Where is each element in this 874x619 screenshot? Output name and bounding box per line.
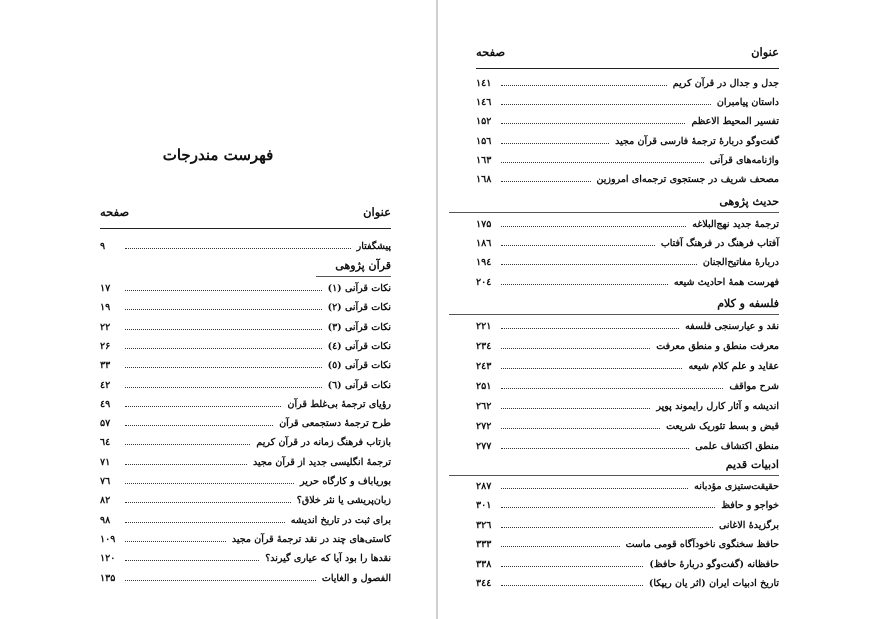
entry-page: ۵۷: [100, 418, 111, 430]
entry-title: رؤیای ترجمهٔ بی‌غلط قرآن: [287, 398, 391, 410]
entry-title: ترجمهٔ جدید نهج‌البلاغه: [692, 219, 779, 230]
dot-leader: [501, 264, 697, 265]
toc-entry: [476, 316, 779, 332]
dot-leader: [501, 368, 682, 369]
toc-entry: [100, 490, 391, 506]
dot-leader: [501, 328, 679, 329]
entry-page: ٦٤: [100, 437, 111, 449]
toc-entry: [100, 548, 391, 564]
toc-entry: [100, 394, 391, 410]
section-underline: [449, 314, 779, 315]
entry-title: طرح ترجمهٔ دستجمعی قرآن: [279, 418, 391, 430]
toc-entry: [476, 214, 779, 230]
toc-entry: [476, 73, 779, 89]
dot-leader: [501, 245, 655, 246]
dot-leader: [501, 566, 643, 567]
dot-leader: [125, 406, 281, 407]
toc-entry: [100, 278, 391, 294]
entry-title: حافظ سخنگوی ناخودآگاه قومی ماست: [625, 539, 779, 551]
dot-leader: [501, 488, 688, 489]
toc-entry: [476, 436, 779, 452]
toc-entry: [476, 515, 779, 531]
entry-page: ۲۰٤: [476, 276, 492, 288]
toc-entry: [476, 495, 779, 511]
entry-title: نکات قرآنی (٥): [327, 360, 391, 372]
entry-page: ۱۷: [100, 283, 111, 294]
dot-leader: [501, 85, 667, 86]
column-header-page: صفحه: [100, 205, 130, 219]
entry-page: ۷۱: [100, 456, 111, 468]
dot-leader: [501, 348, 650, 349]
toc-entry: [476, 336, 779, 352]
dot-leader: [501, 123, 685, 124]
entry-page: ۳۰۱: [476, 500, 492, 512]
section-heading-hadith: حدیث پژوهی: [719, 195, 779, 208]
header-divider: [100, 228, 391, 229]
entry-page: ۲۳٤: [476, 341, 492, 352]
entry-title: برگزیدهٔ الاغانی: [718, 519, 779, 531]
entry-title: واژنامه‌های قرآنی: [709, 154, 779, 166]
toc-entry: [100, 452, 391, 468]
entry-page: ۲۲۱: [476, 321, 492, 332]
toc-entry-intro: [100, 236, 391, 252]
dot-leader: [501, 226, 686, 227]
dot-leader: [125, 464, 247, 465]
dot-leader: [125, 348, 322, 349]
entry-page: ۱۲۰: [100, 553, 116, 565]
entry-title: کاستی‌های چند در نقد ترجمهٔ قرآن مجید: [231, 533, 391, 545]
toc-entry: [476, 252, 779, 268]
column-header-title: عنوان: [751, 45, 779, 59]
entry-title: منطق اکتشاف علمی: [695, 441, 779, 452]
toc-entry: [476, 416, 779, 432]
toc-entry: [100, 317, 391, 333]
entry-page: ۲۶: [100, 340, 111, 352]
entry-title: فهرست همهٔ احادیث شیعه: [673, 276, 779, 288]
entry-page: ۱٦۳: [476, 154, 492, 166]
entry-title: نکات قرآنی (۳): [327, 321, 391, 333]
toc-entry: [476, 476, 779, 492]
entry-title: حافظانه (گفت‌وگو دربارهٔ حافظ): [649, 558, 779, 570]
column-header-page: صفحه: [476, 45, 506, 59]
toc-entry: [100, 297, 391, 313]
entry-page: ۹۸: [100, 514, 111, 526]
dot-leader: [501, 104, 711, 105]
entry-page: ۱۹: [100, 302, 111, 314]
entry-page: ۷٦: [100, 476, 111, 487]
dot-leader: [125, 367, 322, 368]
entry-title: الفصول و الغایات: [321, 572, 391, 584]
entry-title: مصحف شریف در جستجوی ترجمه‌ای امروزین: [596, 174, 779, 185]
entry-page: ۱۵٦: [476, 135, 492, 147]
entry-title: نکات قرآنی (٦): [327, 379, 391, 391]
entry-page: ۳۳: [100, 360, 111, 372]
entry-page: ۳۳۸: [476, 558, 492, 570]
dot-leader: [125, 541, 226, 542]
dot-leader: [125, 290, 322, 291]
entry-page: ٤۲: [100, 379, 111, 391]
dot-leader: [501, 428, 660, 429]
dot-leader: [125, 483, 294, 484]
entry-title: قبض و بسط تئوریک شریعت: [666, 421, 779, 432]
dot-leader: [501, 162, 704, 163]
entry-page: ۱۷۵: [476, 219, 492, 230]
dot-leader: [125, 309, 322, 310]
section-heading-literature: ادبیات قدیم: [725, 458, 779, 471]
dot-leader: [125, 248, 351, 249]
entry-title: نقدها را بود آیا که عیاری گیرند؟: [265, 553, 391, 565]
toc-entry: [476, 573, 779, 589]
entry-title: نقد و عیارسنجی فلسفه: [685, 321, 779, 332]
entry-page: ۲۲: [100, 321, 111, 333]
entry-page: ۱٤٦: [476, 97, 492, 109]
right-page: [438, 0, 874, 619]
dot-leader: [501, 527, 713, 528]
entry-title: ترجمهٔ انگلیسی جدید از قرآن مجید: [252, 456, 391, 468]
entry-page: ۳٤٤: [476, 578, 492, 589]
dot-leader: [501, 284, 668, 285]
entry-page: ۱۰۹: [100, 533, 116, 545]
section-heading-philosophy: فلسفه و کلام: [717, 297, 779, 310]
toc-entry: [476, 111, 779, 127]
toc-title: فهرست مندرجات: [162, 146, 274, 164]
dot-leader: [501, 181, 591, 182]
entry-title: آفتاب فرهنگ در فرهنگ آفتاب: [660, 238, 779, 250]
toc-entry: [100, 336, 391, 352]
dot-leader: [501, 507, 715, 508]
toc-entry: [476, 272, 779, 288]
dot-leader: [125, 522, 285, 523]
toc-entry: [476, 534, 779, 550]
toc-entry: [100, 432, 391, 448]
entry-title: تفسیر المحیط الاعظم: [691, 116, 779, 128]
dot-leader: [501, 585, 643, 586]
entry-page: ۲۸۷: [476, 481, 492, 492]
toc-entry: [100, 413, 391, 429]
entry-title: نکات قرآنی (۱): [327, 283, 391, 294]
entry-page: ۹: [100, 241, 106, 252]
entry-title: دربارهٔ مفاتیح‌الجنان: [702, 257, 779, 269]
toc-entry: [476, 233, 779, 249]
entry-title: نکات قرآنی (٤): [327, 340, 391, 352]
toc-entry: [100, 355, 391, 371]
entry-title: گفت‌وگو دربارهٔ ترجمهٔ فارسی قرآن مجید: [615, 135, 779, 147]
toc-entry: [476, 92, 779, 108]
dot-leader: [501, 143, 609, 144]
toc-entry: [100, 568, 391, 584]
entry-title: جدل و جدال در قرآن کریم: [672, 78, 779, 89]
entry-title: حقیقت‌ستیزی مؤدبانه: [694, 481, 779, 492]
entry-page: ۱٤۱: [476, 78, 492, 89]
toc-entry: [476, 396, 779, 412]
entry-page: ۲۵۱: [476, 381, 492, 392]
section-heading-quran: قرآن پژوهی: [335, 259, 391, 272]
toc-entry: [100, 529, 391, 545]
entry-title: نکات قرآنی (۲): [327, 302, 391, 314]
toc-entry: [100, 375, 391, 391]
section-underline: [316, 276, 391, 277]
entry-title: معرفت منطق و منطق معرفت: [656, 341, 779, 352]
entry-title: خواجو و حافظ: [721, 500, 779, 512]
dot-leader: [125, 387, 322, 388]
dot-leader: [125, 580, 316, 581]
dot-leader: [125, 444, 250, 445]
entry-page: ۲٤۳: [476, 361, 492, 372]
entry-page: ۸۲: [100, 495, 111, 507]
entry-page: ۳۲٦: [476, 519, 492, 531]
dot-leader: [125, 502, 291, 503]
dot-leader: [125, 329, 322, 330]
entry-title: بوریاباف و کارگاه حریر: [300, 476, 391, 487]
column-header-title: عنوان: [363, 205, 391, 219]
toc-entry: [476, 131, 779, 147]
dot-leader: [125, 560, 259, 561]
entry-title: بازتاب فرهنگ زمانه در قرآن کریم: [256, 437, 391, 449]
entry-page: ۱۳۵: [100, 572, 116, 584]
toc-entry: [100, 510, 391, 526]
entry-page: ۳۳۳: [476, 539, 492, 551]
toc-entry: [476, 150, 779, 166]
entry-page: ۱۹٤: [476, 257, 492, 269]
entry-title: اندیشه و آثار کارل رایموند پوپر: [656, 401, 779, 412]
entry-title: عقاید و علم کلام شیعه: [688, 361, 779, 372]
toc-entry: [476, 376, 779, 392]
toc-entry: [476, 356, 779, 372]
entry-title: تاریخ ادبیات ایران (اثر یان ریپکا): [648, 578, 779, 589]
dot-leader: [125, 425, 273, 426]
dot-leader: [501, 546, 620, 547]
dot-leader: [501, 388, 723, 389]
dot-leader: [501, 408, 650, 409]
entry-title: داستان پیامبران: [716, 97, 779, 109]
entry-page: ۲۷۲: [476, 421, 492, 432]
left-page: [0, 0, 436, 619]
toc-entry: [100, 471, 391, 487]
entry-title: برای ثبت در تاریخ اندیشه: [290, 514, 391, 526]
toc-entry: [476, 169, 779, 185]
entry-page: ۲٦۲: [476, 401, 492, 412]
header-divider: [476, 68, 779, 69]
entry-page: ۱٦۸: [476, 174, 492, 185]
dot-leader: [501, 448, 689, 449]
entry-title: شرح مواقف: [729, 381, 779, 392]
entry-page: ۲۷۷: [476, 441, 492, 452]
entry-page: ۱۵۲: [476, 116, 492, 128]
toc-entry: [476, 554, 779, 570]
entry-title: پیشگفتار: [356, 241, 391, 252]
entry-page: ۱۸٦: [476, 238, 492, 250]
section-underline: [449, 212, 779, 213]
entry-title: زبان‌پریشی یا نثر خلاق؟: [296, 495, 391, 507]
entry-page: ٤۹: [100, 398, 111, 410]
